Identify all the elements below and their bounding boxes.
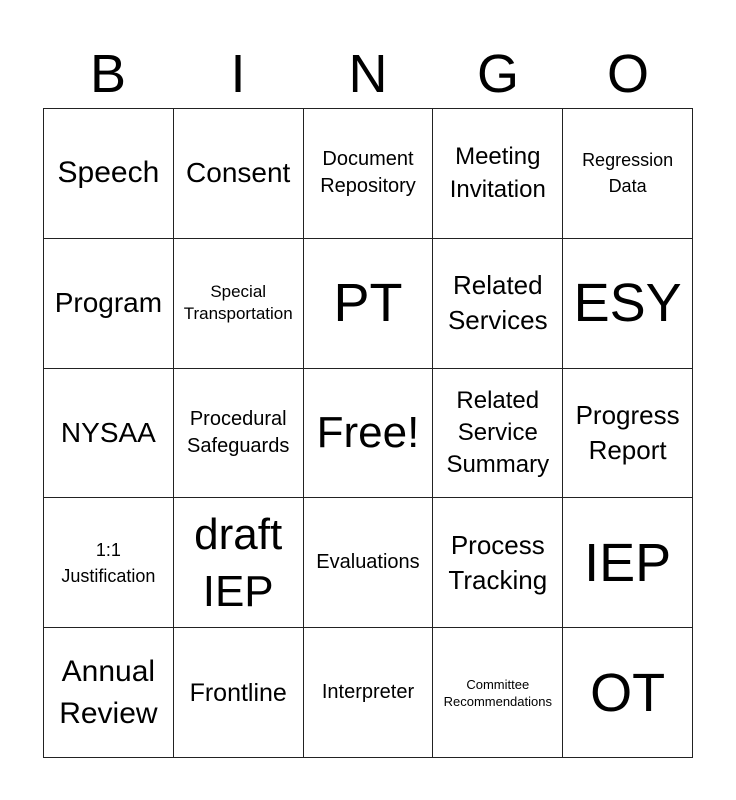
cell-label: Procedural Safeguards xyxy=(187,407,290,457)
cell-label: 1:1 Justification xyxy=(61,539,156,586)
bingo-cell[interactable] xyxy=(563,628,693,758)
bingo-cell[interactable] xyxy=(433,239,563,369)
bingo-cell[interactable] xyxy=(304,239,434,369)
cell-label: Annual Review xyxy=(59,654,158,730)
bingo-cell[interactable] xyxy=(44,369,174,499)
cell-label: Committee Recommendations xyxy=(443,676,552,709)
cell-label: Meeting Invitation xyxy=(449,143,546,204)
bingo-cell[interactable] xyxy=(563,498,693,628)
bingo-card-grid xyxy=(43,108,693,758)
bingo-cell[interactable] xyxy=(563,109,693,239)
cell-label: Special Transportation xyxy=(183,282,293,324)
bingo-cell[interactable] xyxy=(304,628,434,758)
bingo-cell[interactable] xyxy=(304,109,434,239)
bingo-cell[interactable] xyxy=(174,498,304,628)
cell-label: NYSAA xyxy=(60,416,156,448)
free-space-label: Free! xyxy=(316,407,420,457)
bingo-header xyxy=(43,40,693,108)
cell-label: PT xyxy=(333,273,403,334)
bingo-cell[interactable] xyxy=(433,498,563,628)
header-letter-n: N xyxy=(348,44,388,104)
cell-label: ESY xyxy=(573,273,682,334)
bingo-cell[interactable] xyxy=(174,628,304,758)
header-letter-i: I xyxy=(230,44,246,104)
header-letter-g: G xyxy=(476,44,519,104)
cell-label: Related Service Summary xyxy=(446,386,550,478)
bingo-cell[interactable] xyxy=(563,239,693,369)
bingo-cell[interactable] xyxy=(174,109,304,239)
bingo-cell[interactable] xyxy=(174,369,304,499)
bingo-cell[interactable] xyxy=(433,628,563,758)
bingo-cell[interactable] xyxy=(44,628,174,758)
bingo-cell[interactable] xyxy=(44,239,174,369)
header-letter-b: B xyxy=(89,44,127,104)
cell-label: Process Tracking xyxy=(448,529,548,595)
bingo-cell[interactable] xyxy=(304,498,434,628)
bingo-cell[interactable] xyxy=(563,369,693,499)
bingo-cell[interactable] xyxy=(433,109,563,239)
bingo-cell[interactable] xyxy=(44,498,174,628)
cell-label: draft IEP xyxy=(194,509,283,616)
cell-label: Interpreter xyxy=(321,681,415,704)
header-letter-o: O xyxy=(606,44,649,104)
cell-label: Speech xyxy=(57,156,160,190)
cell-label: Related Services xyxy=(447,270,548,336)
cell-label: OT xyxy=(590,662,666,723)
bingo-cell[interactable] xyxy=(44,109,174,239)
cell-label: Progress Report xyxy=(575,399,680,465)
bingo-cell[interactable] xyxy=(174,239,304,369)
cell-label: Evaluations xyxy=(316,551,420,574)
cell-label: Document Repository xyxy=(320,148,416,198)
cell-label: IEP xyxy=(584,532,672,593)
cell-label: Consent xyxy=(186,157,291,189)
cell-label: Program xyxy=(54,287,163,319)
bingo-free-space[interactable] xyxy=(304,369,434,499)
cell-label: Frontline xyxy=(189,678,287,707)
bingo-cell[interactable] xyxy=(433,369,563,499)
cell-label: Regression Data xyxy=(582,150,674,197)
